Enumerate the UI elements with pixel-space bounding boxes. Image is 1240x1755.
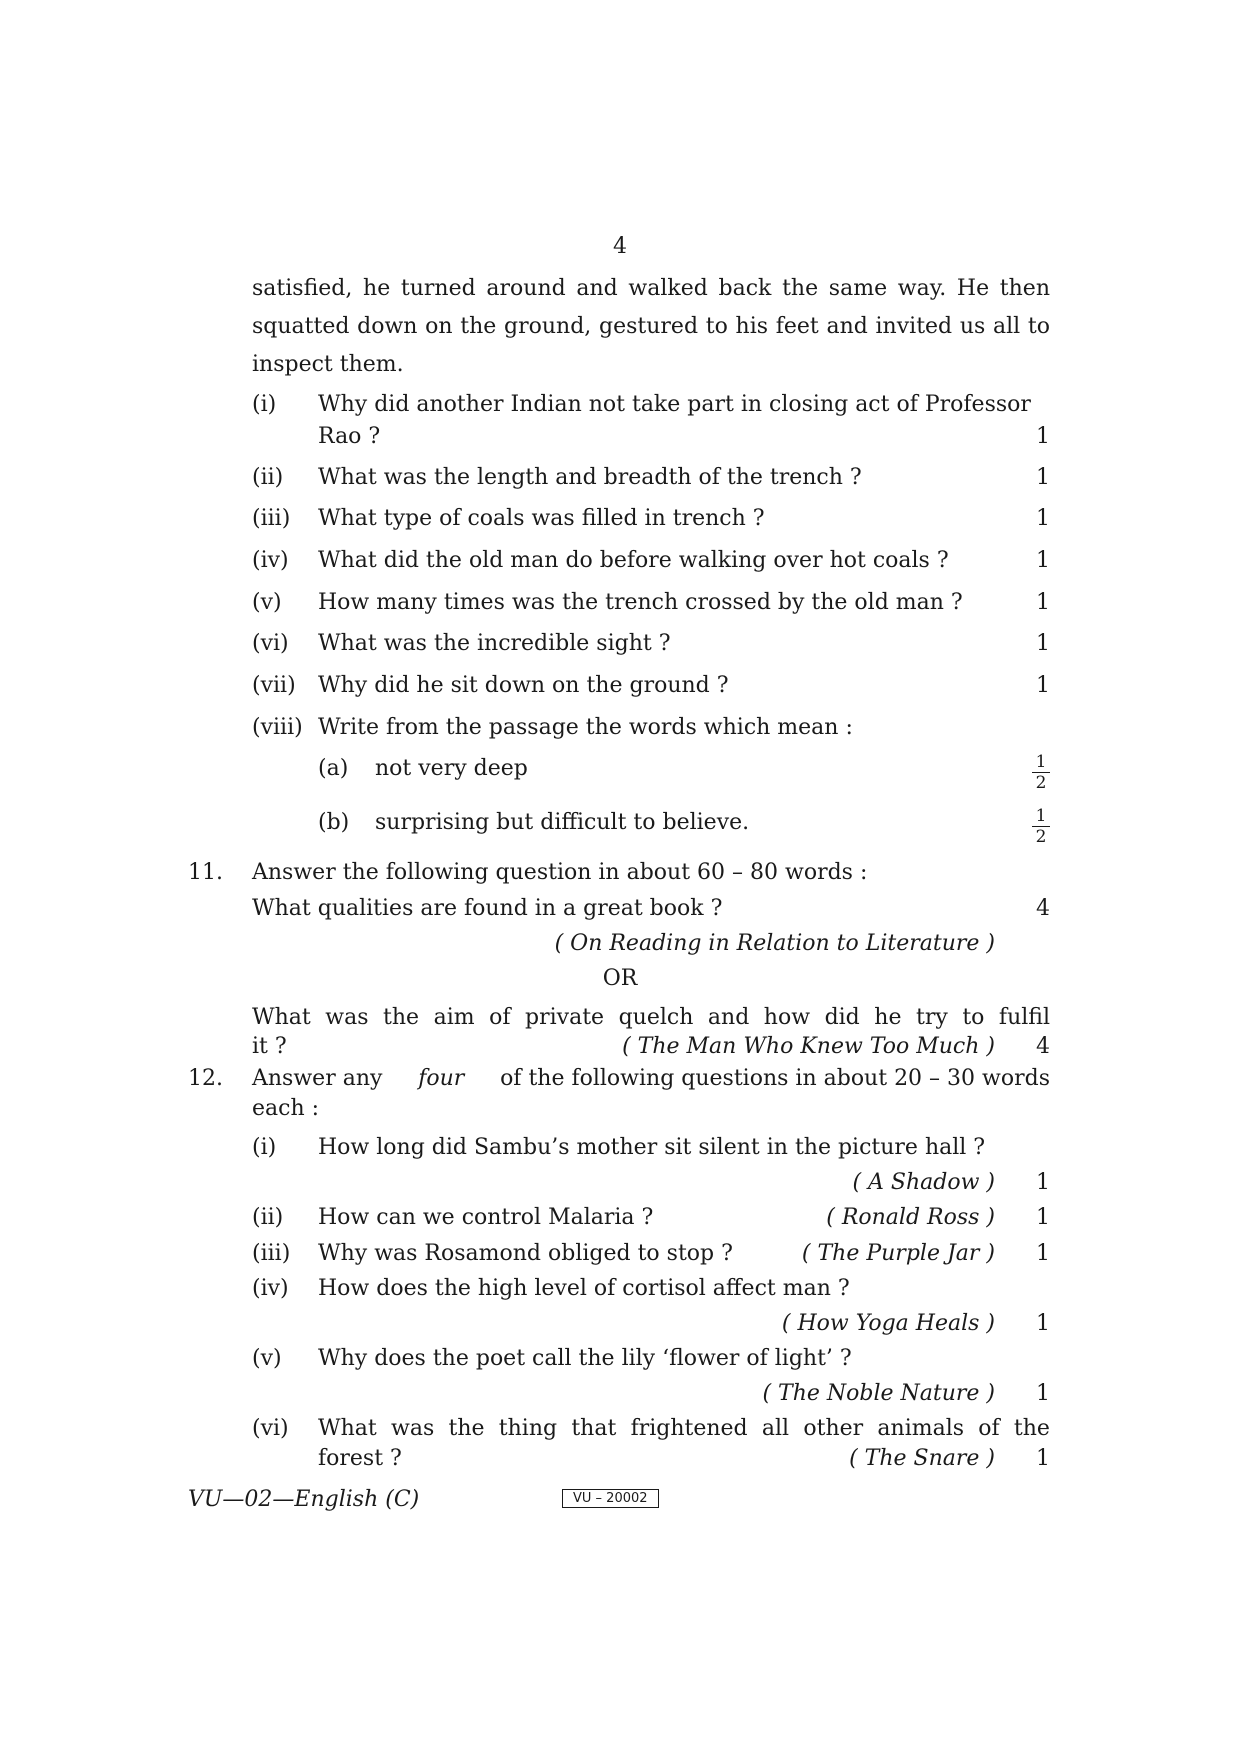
q10-v-marks: 1 [1036,590,1050,615]
q12-vi-source: ( The Snare ) [849,1446,995,1471]
passage-line: satisfied, he turned around and walked back the same way. He then [252,276,1050,301]
word: of [978,1416,1000,1441]
word: did [824,1005,860,1030]
word: animals [877,1416,965,1441]
word: private [525,1005,605,1030]
q12-v-marks: 1 [1036,1381,1050,1406]
q12-v-text: Why does the poet call the lily ‘flower of light’ ? [318,1346,852,1371]
q12-instruction-line1 [252,1066,1050,1091]
paper-id-box: VU – 20002 [562,1489,659,1508]
q10-i-marks: 1 [1036,424,1050,449]
q12-instruction-end: each : [252,1096,320,1121]
word: frightened [630,1416,748,1441]
q10-iv-number: (iv) [252,548,289,573]
word: the [448,1416,485,1441]
paper-code: VU—02—English (C) [188,1487,420,1512]
word: other [803,1416,864,1441]
q11-question-1: What qualities are found in a great book ? [252,896,723,921]
q11-number: 11. [188,860,223,885]
q11-marks-1: 4 [1036,896,1050,921]
q12-instruction-post: of the following questions in about 20 – 30 words [500,1066,1050,1091]
word: that [571,1416,617,1441]
q12-i-marks: 1 [1036,1170,1050,1195]
q12-v-number: (v) [252,1346,282,1371]
page-number: 4 [613,234,627,259]
q11-marks-2: 4 [1036,1034,1050,1059]
q11-source-2: ( The Man Who Knew Too Much ) [622,1034,995,1059]
q10-vi-marks: 1 [1036,631,1050,656]
q10-i-number: (i) [252,392,277,417]
q11-question-2-line1 [252,1005,1050,1030]
q12-instruction-pre: Answer any [252,1066,383,1091]
word: aim [433,1005,475,1030]
q10-v-number: (v) [252,590,282,615]
q12-i-text: How long did Sambu’s mother sit silent in the picture hall ? [318,1135,986,1160]
word: all [761,1416,790,1441]
q12-i-source: ( A Shadow ) [852,1170,995,1195]
q10-viii-b-number: (b) [318,810,350,835]
word: of [489,1005,511,1030]
q10-viii-a-text: not very deep [375,756,528,781]
word: What [318,1416,377,1441]
q11-instruction: Answer the following question in about 60 – 80 words : [252,860,868,885]
word: and [707,1005,750,1030]
q12-vi-number: (vi) [252,1416,289,1441]
q12-iv-text: How does the high level of cortisol affect man ? [318,1276,850,1301]
q12-ii-text: How can we control Malaria ? [318,1205,654,1230]
q12-number: 12. [188,1066,223,1091]
word: What [252,1005,311,1030]
or-divider: OR [602,966,638,991]
q10-vii-text: Why did he sit down on the ground ? [318,673,729,698]
fraction-numerator: 1 [1032,806,1050,827]
q12-iii-source: ( The Purple Jar ) [801,1241,995,1266]
q10-iii-number: (iii) [252,506,291,531]
q10-v-text: How many times was the trench crossed by the old man ? [318,590,963,615]
q12-iii-text: Why was Rosamond obliged to stop ? [318,1241,733,1266]
q12-iii-marks: 1 [1036,1241,1050,1266]
q11-question-2-end: it ? [252,1034,287,1059]
q10-iii-marks: 1 [1036,506,1050,531]
q12-i-number: (i) [252,1135,277,1160]
fraction-denominator: 2 [1035,827,1047,847]
word: was [391,1416,435,1441]
q11-source-1: ( On Reading in Relation to Literature ) [554,931,995,956]
q12-vi-text-line1 [318,1416,1050,1441]
word: to [962,1005,985,1030]
q10-vii-number: (vii) [252,673,296,698]
q10-ii-text: What was the length and breadth of the trench ? [318,465,862,490]
passage-line: inspect them. [252,352,404,377]
word: the [1013,1416,1050,1441]
passage-continuation [252,270,1050,384]
word: he [874,1005,902,1030]
q12-instruction-emphasis: four [418,1066,465,1091]
q10-ii-marks: 1 [1036,465,1050,490]
q12-ii-source: ( Ronald Ross ) [826,1205,995,1230]
q10-viii-number: (viii) [252,715,303,740]
q10-vi-text: What was the incredible sight ? [318,631,671,656]
q10-vi-number: (vi) [252,631,289,656]
q12-ii-number: (ii) [252,1205,284,1230]
word: try [916,1005,948,1030]
q10-viii-text: Write from the passage the words which mean : [318,715,853,740]
q10-vii-marks: 1 [1036,673,1050,698]
q10-i-text: Why did another Indian not take part in closing act of Professor [318,392,1031,417]
fraction-denominator: 2 [1035,773,1047,793]
q10-iv-text: What did the old man do before walking over hot coals ? [318,548,949,573]
q10-iii-text: What type of coals was filled in trench ? [318,506,765,531]
q12-iv-marks: 1 [1036,1311,1050,1336]
q10-viii-b-marks-fraction [1032,806,1050,847]
q12-vi-marks: 1 [1036,1446,1050,1471]
q12-vi-text-end: forest ? [318,1446,402,1471]
word: quelch [618,1005,694,1030]
q12-ii-marks: 1 [1036,1205,1050,1230]
q10-i-question-line2: Rao ? [318,424,381,449]
word: fulfil [998,1005,1050,1030]
fraction-numerator: 1 [1032,752,1050,773]
passage-line: squatted down on the ground, gestured to his feet and invited us all to [252,314,1050,339]
q10-iv-marks: 1 [1036,548,1050,573]
q10-viii-a-marks-fraction [1032,752,1050,793]
q10-viii-a-number: (a) [318,756,349,781]
word: how [763,1005,811,1030]
q12-iv-number: (iv) [252,1276,289,1301]
q12-iv-source: ( How Yoga Heals ) [781,1311,995,1336]
word: thing [498,1416,558,1441]
word: was [325,1005,369,1030]
word: the [383,1005,420,1030]
q10-i-question-line1 [318,392,1050,417]
q10-viii-b-text: surprising but difficult to believe. [375,810,750,835]
q10-ii-number: (ii) [252,465,284,490]
q12-v-source: ( The Noble Nature ) [762,1381,995,1406]
q12-iii-number: (iii) [252,1241,291,1266]
